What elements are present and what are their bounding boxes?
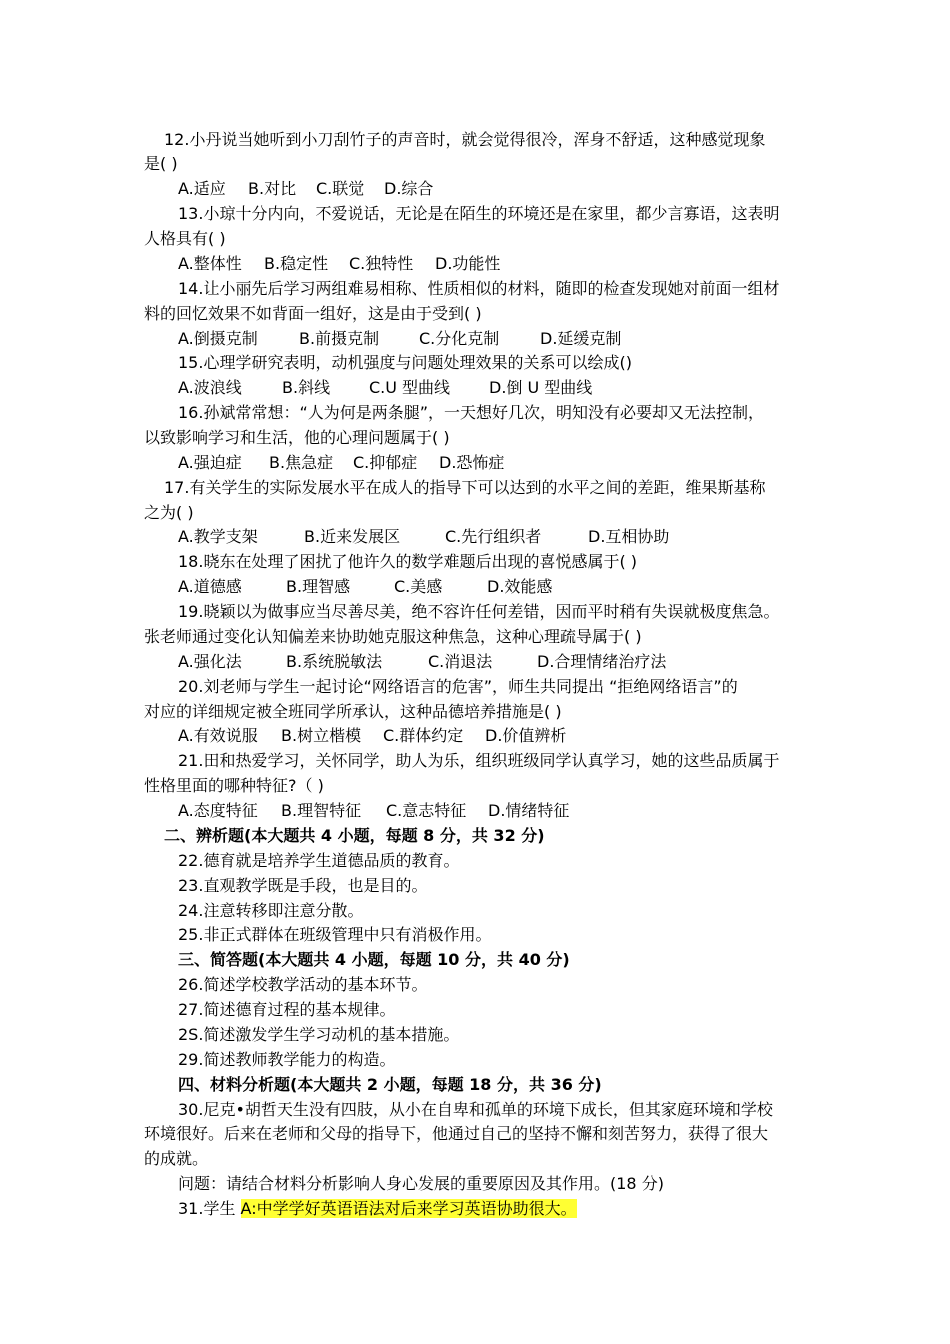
option-b: B.焦急症 [269, 453, 334, 472]
option-d: D.情绪特征 [488, 801, 570, 820]
question-21-line2: 性格里面的哪种特征?（ ) [144, 776, 324, 795]
option-a: A.倒摄克制 [178, 329, 258, 348]
question-22: 22.德育就是培养学生道德品质的教育。 [178, 851, 460, 870]
option-c: C.群体约定 [383, 726, 464, 745]
question-19-options [178, 649, 848, 674]
question-13-options [178, 251, 848, 276]
question-14-line2: 料的回忆效果不如背面一组好，这是由于受到( ) [144, 304, 482, 323]
question-12-line2: 是( ) [144, 154, 178, 173]
question-19-line1: 19.晓颖以为做事应当尽善尽美，绝不容许任何差错，因而平时稍有失误就极度焦急。 [178, 602, 780, 621]
option-b: B.前摄克制 [299, 329, 380, 348]
question-25: 25.非正式群体在班级管理中只有消极作用。 [178, 925, 492, 944]
question-29: 29.简述教师教学能力的构造。 [178, 1050, 396, 1069]
question-23: 23.直观教学既是手段，也是目的。 [178, 876, 428, 895]
question-19-line2: 张老师通过变化认知偏差来协助她克服这种焦急，这种心理疏导属于( ) [144, 627, 642, 646]
option-c: C.意志特征 [386, 801, 467, 820]
option-c: C.联觉 [316, 179, 365, 198]
option-a: A.有效说服 [178, 726, 258, 745]
question-17-options [178, 524, 848, 549]
question-14-options [178, 326, 848, 351]
option-d: D.互相协助 [588, 527, 670, 546]
highlighted-text: A:中学学好英语语法对后来学习英语协助很大。 [240, 1199, 577, 1218]
section-4-heading: 四、材料分析题(本大题共 2 小题，每题 18 分，共 36 分) [178, 1075, 602, 1094]
question-20-line1: 20.刘老师与学生一起讨论“网络语言的危害”，师生共同提出 “拒绝网络语言”的 [178, 677, 738, 696]
option-a: A.强化法 [178, 652, 242, 671]
option-c: C.独特性 [349, 254, 414, 273]
question-17-line2: 之为( ) [144, 503, 194, 522]
question-31-line1 [178, 1196, 848, 1221]
option-b: B.近来发展区 [304, 527, 401, 546]
question-13-line1: 13.小琼十分内向，不爱说话，无论是在陌生的环境还是在家里，都少言寡语，这表明 [178, 204, 780, 223]
option-d: D.效能感 [487, 577, 553, 596]
option-d: D.价值辨析 [485, 726, 567, 745]
question-21-options [178, 798, 848, 823]
option-b: B.理智感 [286, 577, 351, 596]
section-3-heading: 三、简答题(本大题共 4 小题，每题 10 分，共 40 分) [178, 950, 570, 969]
option-d: D.合理情绪治疗法 [537, 652, 667, 671]
question-14-line1: 14.让小丽先后学习两组难易相称、性质相似的材料，随即的检查发现她对前面一组材 [178, 279, 780, 298]
question-15-line1: 15.心理学研究表明，动机强度与问题处理效果的关系可以绘成() [178, 353, 632, 372]
option-c: C.抑郁症 [353, 453, 418, 472]
question-20-options [178, 723, 848, 748]
option-b: B.系统脱敏法 [286, 652, 383, 671]
option-a: A.整体性 [178, 254, 242, 273]
option-a: A.道德感 [178, 577, 242, 596]
question-15-options [178, 375, 848, 400]
option-b: B.理智特征 [281, 801, 362, 820]
option-b: B.对比 [248, 179, 297, 198]
question-16-line2: 以致影响学习和生活，他的心理问题属于( ) [144, 428, 450, 447]
question-20-line2: 对应的详细规定被全班同学所承认，这种品德培养措施是( ) [144, 702, 562, 721]
option-d: D.综合 [384, 179, 434, 198]
option-c: C.分化克制 [419, 329, 500, 348]
question-18-line1: 18.晓东在处理了困扰了他许久的数学难题后出现的喜悦感属于( ) [178, 552, 638, 571]
option-a: A.适应 [178, 179, 226, 198]
question-28: 2S.简述激发学生学习动机的基本措施。 [178, 1025, 460, 1044]
option-d: D.延缓克制 [540, 329, 622, 348]
question-30-line1: 30.尼克•胡哲天生没有四肢，从小在自卑和孤单的环境下成长，但其家庭环境和学校 [178, 1100, 773, 1119]
question-27: 27.简述德育过程的基本规律。 [178, 1000, 396, 1019]
option-c: C.U 型曲线 [369, 378, 451, 397]
question-30-line2: 环境很好。后来在老师和父母的指导下，他通过自己的坚持不懈和刻苦努力，获得了很大 [144, 1124, 769, 1143]
option-b: B.斜线 [282, 378, 331, 397]
question-21-line1: 21.田和热爱学习，关怀同学，助人为乐，组织班级同学认真学习，她的这些品质属于 [178, 751, 780, 770]
question-13-line2: 人格具有( ) [144, 229, 226, 248]
option-b: B.树立楷模 [281, 726, 362, 745]
option-d: D.倒 U 型曲线 [489, 378, 593, 397]
option-d: D.功能性 [435, 254, 501, 273]
option-c: C.先行组织者 [445, 527, 542, 546]
section-2-heading: 二、辨析题(本大题共 4 小题，每题 8 分，共 32 分) [164, 826, 545, 845]
question-16-line1: 16.孙斌常常想：“人为何是两条腿”，一天想好几次，明知没有必要却又无法控制， [178, 403, 765, 422]
question-12-line1: 12.小丹说当她听到小刀刮竹子的声音时，就会觉得很冷，浑身不舒适，这种感觉现象 [164, 130, 766, 149]
question-24: 24.注意转移即注意分散。 [178, 901, 364, 920]
question-26: 26.简述学校教学活动的基本环节。 [178, 975, 428, 994]
option-c: C.美感 [394, 577, 443, 596]
option-a: A.态度特征 [178, 801, 258, 820]
option-c: C.消退法 [428, 652, 493, 671]
option-a: A.教学支架 [178, 527, 258, 546]
option-a: A.强迫症 [178, 453, 242, 472]
question-12-options [178, 176, 848, 201]
question-18-options [178, 574, 848, 599]
question-30-line3: 的成就。 [144, 1149, 209, 1168]
question-31-prefix: 31.学生 [178, 1199, 241, 1218]
question-30-prompt: 问题：请结合材料分析影响人身心发展的重要原因及其作用。(18 分) [178, 1174, 664, 1193]
option-d: D.恐怖症 [439, 453, 505, 472]
option-b: B.稳定性 [264, 254, 329, 273]
question-17-line1: 17.有关学生的实际发展水平在成人的指导下可以达到的水平之间的差距，维果斯基称 [164, 478, 766, 497]
question-16-options [178, 450, 848, 475]
option-a: A.波浪线 [178, 378, 242, 397]
